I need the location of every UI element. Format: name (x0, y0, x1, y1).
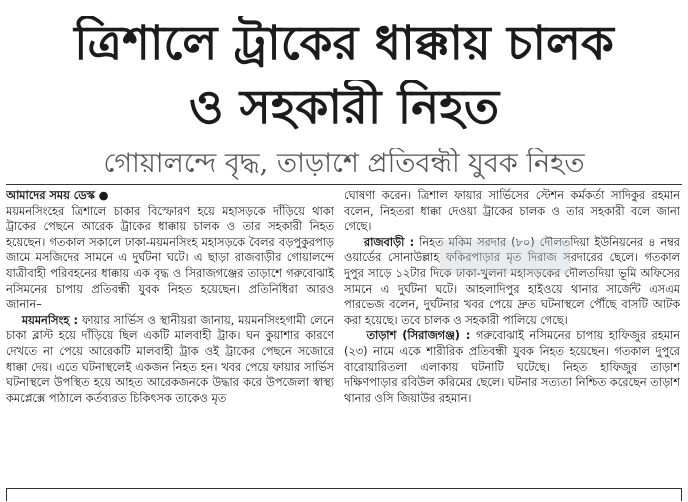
tarash-text: গরুবোঝাই নসিমনের চাপায় হাফিজুর রহমান (২৩) নামে একে শারীরিক প্রতিবন্ধী যুবক নিহত হয়েছেন। গতকাল দুপুরে বারোয়ারিতলা এলাকায় ঘটনাটি ঘটেছে। নিহত হাফিজুর তাড়াশ দক্ষিণপাড়ার রবিউল করিমের ছেলে। ঘটনার সত্যতা নিশ্চিত করেছেন তাড়াশ থানার ওসি জিয়াউর রহমান। (344, 329, 680, 405)
mymensingh-text: ফায়ার সার্ভিস ও স্থানীয়রা জানায়, ময়মনসিংহগামী লেনে চাকা ব্লাস্ট হয়ে দাঁড়িয়ে ছিল একটি মালবাহী ট্রাক। ঘন কুয়াশার কারণে দেখতে না পেয়ে আরেকটি মালবাহী ট্রাক ওই ট্রাকের পেছনে সজোরে ধাক্কা দেয়। এতে ঘটনাস্থলেই একজন নিহত হন। খবর পেয়ে ফায়ার সার্ভিস ঘটনাস্থলে উপস্থিত হয়ে আহত আরেকজনকে উদ্ধার করে উপজেলা স্বাস্থ্য কমপ্লেক্সে পাঠালে কর্তব্যরত চিকিৎসক তাকেও মৃত (6, 313, 334, 405)
tarash-paragraph (344, 328, 680, 406)
rajbari-text: নিহত মকিম সরদার (৮০) দৌলতদিয়া ইউনিয়নের ৪ নম্বর ওয়ার্ডের সোনাউল্লাহ ফকিরপাড়ার মৃত দিরাজ সরদারের ছেলে। গতকাল দুপুর সাড়ে ১২টার দিকে ঢাকা-খুলনা মহাসড়কের দৌলতদিয়া ভূমি অফিসের সামনে এ দুর্ঘটনা ঘটে। আহলাদিপুর হাইওয়ে থানার সার্জেন্ট এসএম পারভেজ বলেন, দুর্ঘটনার খবর পেয়ে দ্রুত ঘটনাস্থলে পৌঁছে বাসটি আটক করা হয়েছে। তবে চালক ও সহকারী পালিয়ে গেছে। (344, 235, 680, 327)
article-column-right (344, 188, 680, 471)
byline-paragraph (6, 188, 334, 313)
dateline-mymensingh: ময়মনসিংহ : (21, 313, 79, 327)
continuation-paragraph: ঘোষণা করেন। ত্রিশাল ফায়ার সার্ভিসের স্টেশন কর্মকর্তা সাদিকুর রহমান বলেন, নিহতরা ধাক্কা দেওয়া ট্রাকের চালক ও তার সহকারী বলে জানা গেছে। (344, 189, 680, 234)
header-rule (6, 184, 682, 185)
byline: আমাদের সময় ডেস্ক ● (6, 189, 109, 202)
next-article-box-edge (6, 488, 682, 501)
headline-line-1: ত্রিশালে ট্রাকের ধাক্কায় চালক (74, 16, 614, 71)
headline-line-2: ও সহকারী নিহত (188, 80, 500, 135)
mymensingh-paragraph (6, 313, 334, 407)
dateline-rajbari: রাজবাড়ী : (363, 235, 415, 249)
subheadline: গোয়ালন্দে বৃদ্ধ, তাড়াশে প্রতিবন্ধী যুবক নিহত (103, 148, 585, 179)
intro-text: ময়মনসিংহের ত্রিশালে চাকার বিস্ফোরণ হয়ে মহাসড়কে দাঁড়িয়ে থাকা ট্রাকের পেছনে আরেক ট্রাকের ধাক্কায় চালক ও তার সহকারী নিহত হয়েছেন। গতকাল সকালে ঢাকা-ময়মনসিংহ মহাসড়কে বৈলর বড়পুকুরপাড় জামে মসজিদের সামনে এ দুর্ঘটনা ঘটে। এ ছাড়া রাজবাড়ীর গোয়ালন্দে যাত্রীবাহী পরিবহনের ধাক্কায় এক বৃদ্ধ ও সিরাজগঞ্জের তাড়াশে গরুবোঝাই নসিমনের চাপায় প্রতিবন্ধী যুবক নিহত হয়েছেন। প্রতিনিধিরা আরও জানান– (6, 204, 334, 312)
watermark-logo (440, 240, 570, 274)
dateline-tarash: তাড়াশ (সিরাজগঞ্জ) : (366, 329, 471, 343)
article-column-left (6, 188, 334, 486)
